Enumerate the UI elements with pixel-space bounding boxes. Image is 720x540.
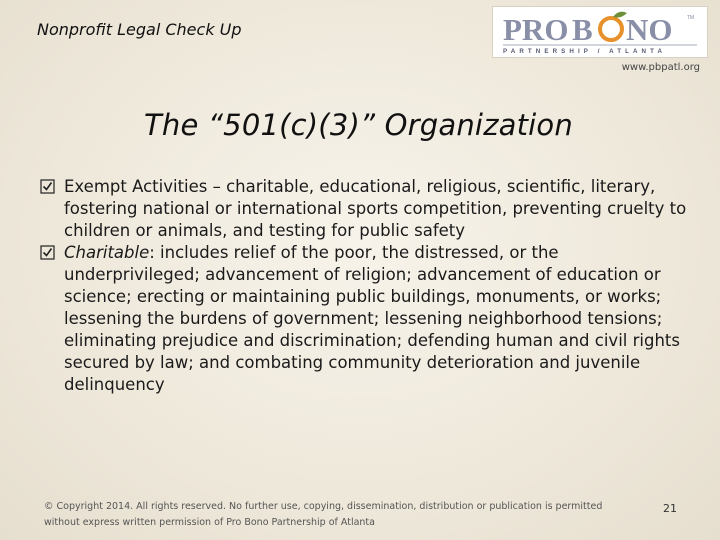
website-url: www.pbpatl.org: [621, 62, 700, 73]
header-title: Nonprofit Legal Check Up: [37, 20, 242, 39]
slide-title: The “501(c)(3)” Organization: [144, 108, 573, 142]
logo-graphic: [493, 7, 707, 57]
bullet-text: : includes relief of the poor, the distressed, or the underprivileged; advancement of religion; advancement of education or science; erecting or maintaining public buildings, monuments, or works; lessening the burdens of government; lessening neighborhood tensions; eliminating prejudice and discrimination; defending human and civil rights secured by law; and combating community deterioration and juvenile delinquency: [64, 243, 680, 394]
bullet-term: Charitable: [64, 243, 150, 262]
copyright-notice: © Copyright 2014. All rights reserved. No further use, copying, dissemination, distribution or publication is permitted without express written permission of Pro Bono Partnership of Atlanta: [44, 501, 603, 528]
checkbox-icon: [40, 179, 55, 194]
bullet-text: Exempt Activities – charitable, educational, religious, scientific, literary, fostering national or international sports competition, preventing cruelty to children or animals, and testing for public safety: [64, 177, 687, 240]
checkbox-icon: [40, 245, 55, 260]
orange-o-icon: [600, 18, 622, 40]
logo-text-no: NO: [626, 12, 673, 47]
logo-tagline: PARTNERSHIP / ATLANTA: [503, 48, 667, 55]
logo-text-b: B: [572, 12, 593, 47]
leaf-icon: [613, 12, 627, 18]
logo-text-pro: PRO: [503, 12, 569, 47]
bullet-list: [40, 176, 690, 396]
pro-bono-logo: [492, 6, 708, 58]
page-number: 21: [663, 502, 677, 515]
trademark-mark: TM: [687, 15, 695, 21]
bullet-exempt-activities: [40, 176, 690, 242]
bullet-charitable: [40, 242, 690, 396]
